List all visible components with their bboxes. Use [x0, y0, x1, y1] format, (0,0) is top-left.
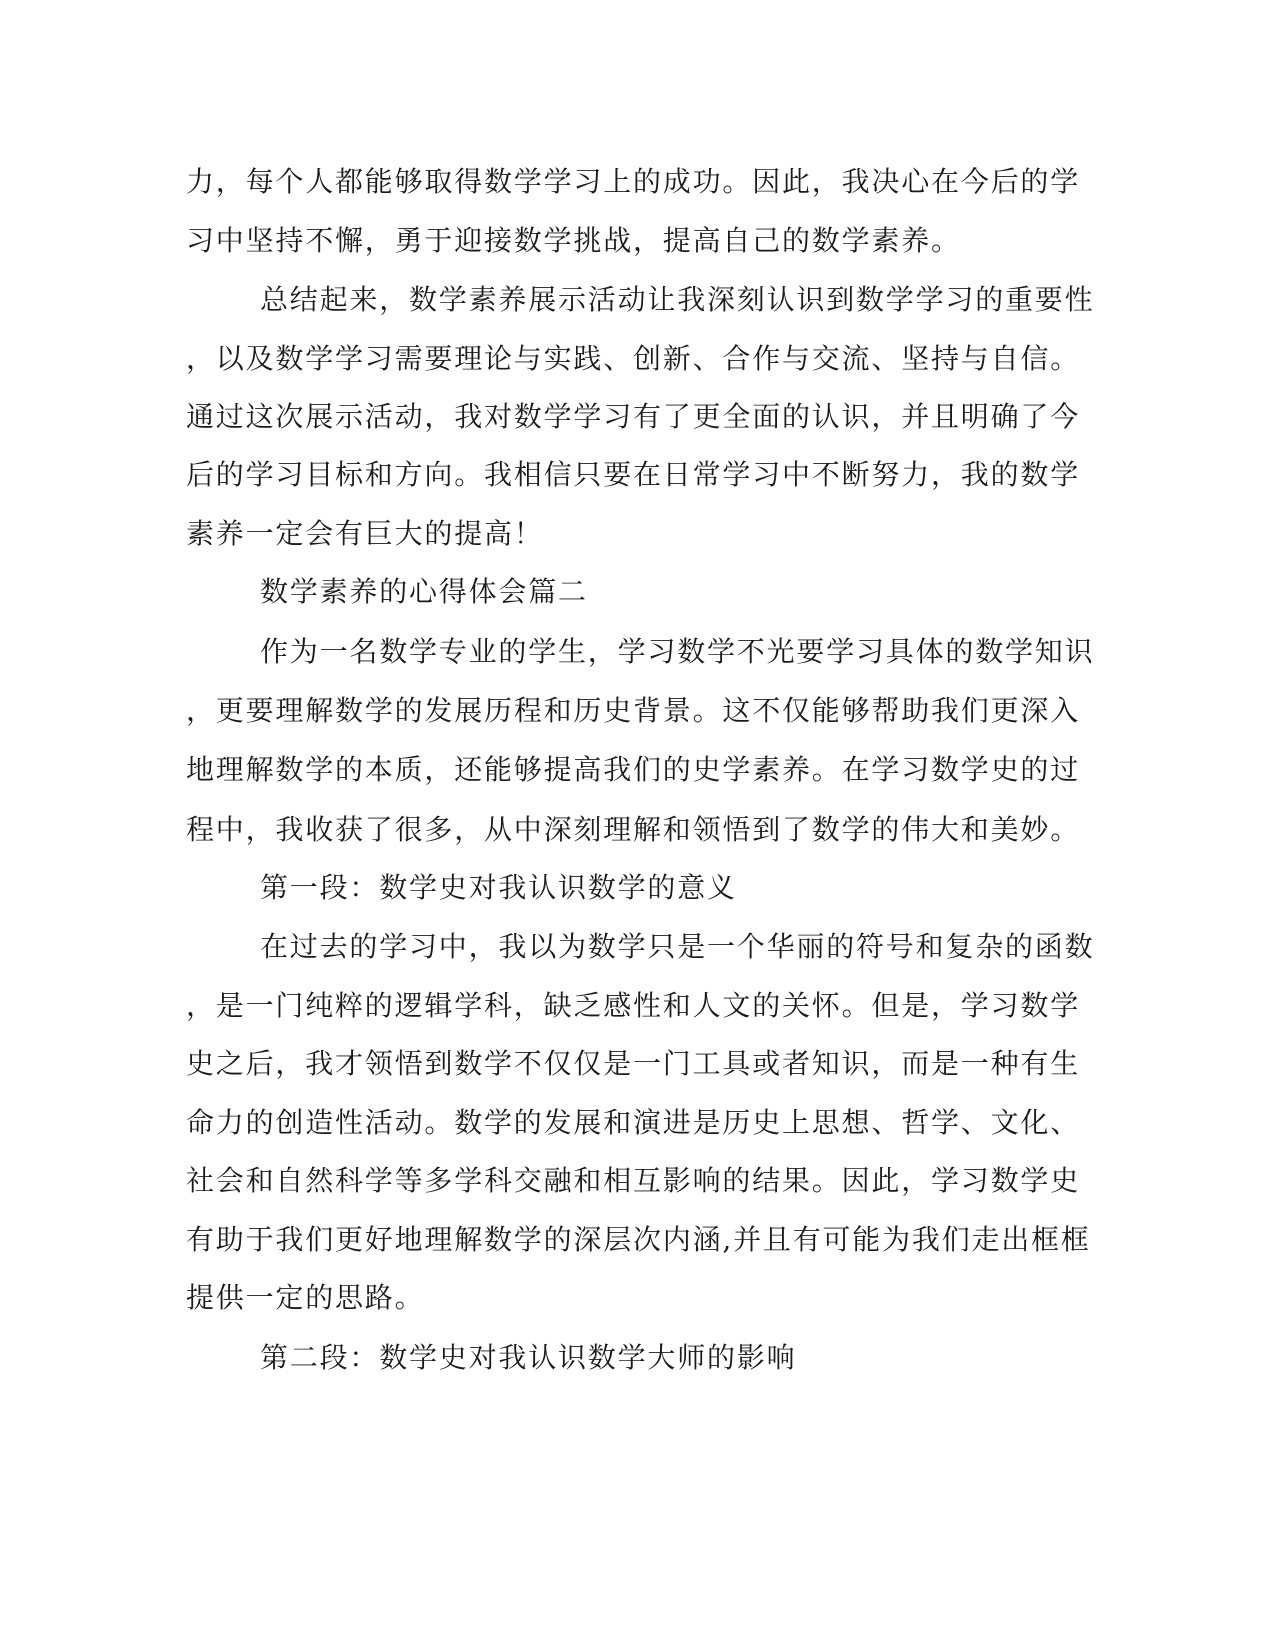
text-line: ，更要理解数学的发展历程和历史背景。这不仅能够帮助我们更深入 [186, 694, 1081, 727]
text-line: 程中，我收获了很多，从中深刻理解和领悟到了数学的伟大和美妙。 [186, 813, 1081, 846]
text-line: 后的学习目标和方向。我相信只要在日常学习中不断努力，我的数学 [186, 458, 1081, 491]
text-line: 总结起来，数学素养展示活动让我深刻认识到数学学习的重要性 [260, 283, 1095, 316]
text-line: 在过去的学习中，我以为数学只是一个华丽的符号和复杂的函数 [260, 930, 1095, 963]
section-heading: 数学素养的心得体会篇二 [260, 575, 588, 608]
text-line: 地理解数学的本质，还能够提高我们的史学素养。在学习数学史的过 [186, 753, 1081, 786]
text-line: 素养一定会有巨大的提高！ [186, 517, 544, 550]
text-line: 作为一名数学专业的学生，学习数学不光要学习具体的数学知识 [260, 635, 1095, 668]
text-line: 有助于我们更好地理解数学的深层次内涵,并且有可能为我们走出框框 [186, 1223, 1091, 1256]
text-line: 力，每个人都能够取得数学学习上的成功。因此，我决心在今后的学 [186, 165, 1081, 198]
subsection-heading: 第二段：数学史对我认识数学大师的影响 [260, 1341, 797, 1374]
subsection-heading: 第一段：数学史对我认识数学的意义 [260, 871, 737, 904]
text-line: 社会和自然科学等多学科交融和相互影响的结果。因此，学习数学史 [186, 1164, 1081, 1197]
text-line: 命力的创造性活动。数学的发展和演进是历史上思想、哲学、文化、 [186, 1106, 1081, 1139]
text-line: 提供一定的思路。 [186, 1281, 425, 1314]
text-line: 习中坚持不懈，勇于迎接数学挑战，提高自己的数学素养。 [186, 224, 961, 257]
text-line: ，以及数学学习需要理论与实践、创新、合作与交流、坚持与自信。 [186, 342, 1081, 375]
text-line: 史之后，我才领悟到数学不仅仅是一门工具或者知识，而是一种有生 [186, 1047, 1081, 1080]
text-line: ，是一门纯粹的逻辑学科，缺乏感性和人文的关怀。但是，学习数学 [186, 989, 1081, 1022]
text-line: 通过这次展示活动，我对数学学习有了更全面的认识，并且明确了今 [186, 400, 1081, 433]
